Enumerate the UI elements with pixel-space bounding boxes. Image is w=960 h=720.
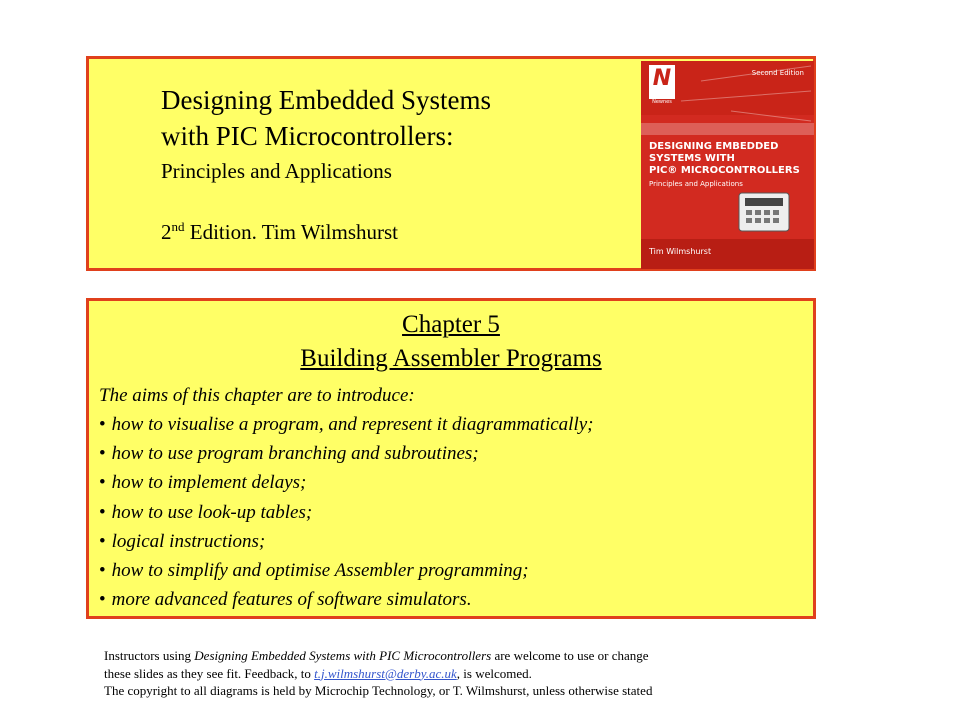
book-cover-image (641, 61, 814, 269)
aim-text: how to use program branching and subroutines; (111, 443, 479, 465)
aim-text: how to use look-up tables; (111, 501, 313, 523)
feedback-email-link[interactable]: t.j.wilmshurst@derby.ac.uk (314, 665, 457, 681)
aim-text: more advanced features of software simulators. (111, 589, 472, 611)
aim-item (99, 560, 593, 589)
cover-white-band (641, 123, 814, 135)
footer-line2 (104, 665, 652, 683)
footer-copyright: The copyright to all diagrams is held by Microchip Technology, or T. Wilmshurst, unless otherwise stated (104, 683, 653, 698)
aim-text: how to visualise a program, and represent it diagrammatically; (111, 414, 594, 435)
bullet-icon: • (99, 443, 106, 465)
chapter-box (86, 298, 816, 619)
footer-line1 (104, 647, 652, 665)
footer-line2-suffix: , is welcomed. (456, 665, 532, 681)
cover-edition: Second Edition (751, 69, 804, 77)
aim-item (99, 472, 593, 501)
newnes-logo-icon: N (649, 65, 675, 99)
aims-intro: The aims of this chapter are to introduce: (99, 385, 415, 406)
bullet-icon: • (99, 501, 106, 523)
book-subtitle: Principles and Applications (161, 159, 392, 183)
book-title-line2: with PIC Microcontrollers: (161, 121, 454, 151)
bullet-icon: • (99, 589, 106, 611)
aim-item (99, 443, 593, 472)
bullet-icon: • (99, 530, 106, 552)
aim-item (99, 589, 593, 618)
book-info-box (86, 56, 816, 271)
cover-keypad-screen (745, 198, 783, 206)
newnes-logo-text: Newnes (652, 99, 672, 105)
edition-superscript: nd (171, 219, 185, 234)
aim-item (99, 502, 593, 531)
bullet-icon: • (99, 472, 106, 494)
edition-author: Edition. Tim Wilmshurst (184, 220, 398, 244)
cover-title: DESIGNING EMBEDDED SYSTEMS WITH PIC® MICROCONTROLLERS (649, 141, 800, 176)
aim-text: how to simplify and optimise Assembler programming; (111, 559, 529, 581)
footer-line1-prefix: Instructors using (104, 648, 195, 663)
bullet-icon: • (99, 559, 106, 581)
footer-line2-prefix: these slides as they see fit. Feedback, to (104, 665, 315, 681)
book-title-line1: Designing Embedded Systems (161, 85, 491, 115)
footer-book-name: Designing Embedded Systems with PIC Microcontrollers (194, 648, 492, 663)
cover-subtitle: Principles and Applications (649, 180, 743, 188)
aim-text: how to implement delays; (111, 472, 307, 494)
aims-list (99, 414, 593, 618)
bullet-icon: • (99, 414, 106, 435)
cover-author: Tim Wilmshurst (649, 247, 712, 256)
aim-text: logical instructions; (111, 530, 266, 552)
footer-notice (104, 647, 652, 700)
chapter-subtitle: Building Assembler Programs (300, 345, 602, 372)
book-edition (161, 219, 398, 245)
aim-item (99, 531, 593, 560)
footer-line1-suffix: are welcome to use or change (491, 648, 649, 663)
edition-number: 2 (161, 220, 172, 244)
chapter-title: Chapter 5 (402, 311, 500, 338)
aim-item (99, 414, 593, 443)
